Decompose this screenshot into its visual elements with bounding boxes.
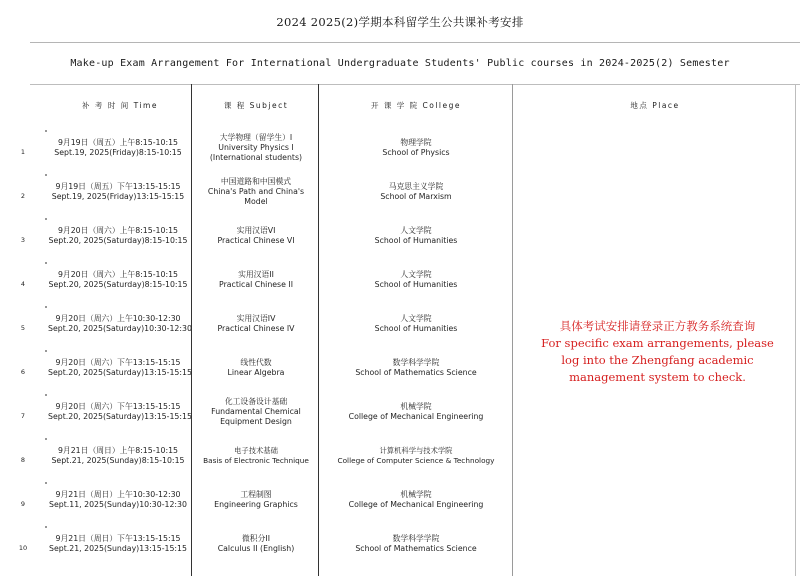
subject-line: University Physics I — [218, 143, 294, 152]
table-row — [0, 130, 515, 174]
college-cn: 物理学院 — [400, 138, 432, 147]
header-time: 补 考 时 间 Time — [82, 101, 158, 110]
subject-line: Equipment Design — [220, 417, 292, 426]
exam-time-en: Sept.20, 2025(Saturday)10:30-12:30 — [48, 324, 192, 333]
row-number: 4 — [20, 280, 26, 288]
subject-line: China's Path and China's — [207, 187, 305, 196]
college — [322, 226, 510, 246]
subject-line: 化工设备设计基础 — [224, 397, 288, 406]
subject — [196, 397, 316, 427]
header-place: 地点 Place — [630, 101, 680, 110]
row-number: 3 — [20, 236, 26, 244]
row-marker — [45, 130, 47, 132]
row-marker — [45, 218, 47, 220]
row-number: 2 — [20, 192, 26, 200]
row-number: 10 — [18, 544, 28, 552]
college-cn: 人文学院 — [400, 226, 432, 235]
subject-line: (International students) — [209, 153, 303, 162]
row-marker — [45, 174, 47, 176]
subject — [196, 358, 316, 378]
college-en: College of Mechanical Engineering — [348, 412, 484, 421]
exam-time — [48, 358, 192, 378]
college — [322, 138, 510, 158]
exam-time — [48, 314, 192, 334]
college-cn: 马克思主义学院 — [388, 182, 444, 191]
table-row — [0, 482, 515, 526]
exam-time — [48, 138, 188, 158]
place-note-line: 具体考试安排请登录正方教务系统查询 — [559, 319, 756, 333]
subject — [196, 177, 316, 207]
subject-line: 大学物理（留学生）I — [219, 133, 293, 142]
college-cn: 机械学院 — [400, 402, 432, 411]
college — [322, 534, 510, 554]
college — [322, 270, 510, 290]
exam-time-cn: 9月21日（周日）上午10:30-12:30 — [55, 490, 181, 499]
subject-line: 中国道路和中国模式 — [220, 177, 292, 186]
subject-line: Practical Chinese II — [219, 280, 293, 289]
exam-time-en: Sept.19, 2025(Friday)13:15-15:15 — [51, 192, 185, 201]
table-row — [0, 394, 515, 438]
college-cn: 人文学院 — [400, 314, 432, 323]
subject — [196, 446, 316, 466]
row-number: 8 — [20, 456, 26, 464]
table-row — [0, 306, 515, 350]
row-marker — [45, 482, 47, 484]
college-en: School of Humanities — [374, 280, 458, 289]
exam-time-en: Sept.21, 2025(Sunday)13:15-15:15 — [49, 544, 187, 553]
exam-time-en: Sept.20, 2025(Saturday)13:15-15:15 — [48, 368, 192, 377]
exam-time-en: Sept.21, 2025(Sunday)8:15-10:15 — [51, 456, 185, 465]
subject — [196, 133, 316, 163]
college-en: College of Mechanical Engineering — [348, 500, 484, 509]
exam-time — [48, 182, 188, 202]
college-en: School of Marxism — [380, 192, 452, 201]
place-note — [515, 318, 800, 386]
row-marker — [45, 394, 47, 396]
exam-time-cn: 9月20日（周六）下午13:15-15:15 — [55, 358, 181, 367]
subject — [196, 490, 316, 510]
exam-time — [48, 226, 188, 246]
row-marker — [45, 438, 47, 440]
subject-line: 实用汉语IV — [236, 314, 276, 323]
college-en: College of Computer Science & Technology — [337, 456, 495, 465]
table-row — [0, 174, 515, 218]
exam-time-en: Sept.19, 2025(Friday)8:15-10:15 — [54, 148, 182, 157]
subject — [196, 270, 316, 290]
exam-time — [48, 270, 188, 290]
college — [322, 490, 510, 510]
exam-time — [48, 402, 192, 422]
exam-time-cn: 9月20日（周六）下午13:15-15:15 — [55, 402, 181, 411]
subject-line: 电子技术基础 — [234, 446, 278, 455]
college — [322, 446, 510, 466]
header-subject: 课 程 Subject — [223, 101, 289, 110]
row-marker — [45, 350, 47, 352]
college-cn: 数学科学学院 — [392, 358, 440, 367]
exam-time-cn: 9月20日（周六）上午8:15-10:15 — [57, 270, 179, 279]
table-row — [0, 350, 515, 394]
exam-time — [48, 446, 188, 466]
exam-time-en: Sept.20, 2025(Saturday)8:15-10:15 — [48, 280, 188, 289]
subject-line: 实用汉语II — [238, 270, 274, 279]
subject — [196, 314, 316, 334]
subject-line: Fundamental Chemical — [211, 407, 301, 416]
page-title: 2024 2025(2)学期本科留学生公共课补考安排 — [276, 15, 524, 29]
row-number: 6 — [20, 368, 26, 376]
table-row — [0, 218, 515, 262]
college-en: School of Humanities — [374, 236, 458, 245]
row-number: 9 — [20, 500, 26, 508]
subject-line: 微积分II — [242, 534, 270, 543]
subject-line: 线性代数 — [240, 358, 272, 367]
college-en: School of Mathematics Science — [355, 544, 477, 553]
subject — [196, 534, 316, 554]
exam-time-cn: 9月19日（周五）上午8:15-10:15 — [57, 138, 179, 147]
exam-time-cn: 9月19日（周五）下午13:15-15:15 — [55, 182, 181, 191]
college-cn: 数学科学学院 — [392, 534, 440, 543]
exam-time-en: Sept.20, 2025(Saturday)8:15-10:15 — [48, 236, 188, 245]
grid-top-line — [30, 84, 800, 85]
exam-time-en: Sept.11, 2025(Sunday)10:30-12:30 — [49, 500, 187, 509]
exam-time-cn: 9月21日（周日）下午13:15-15:15 — [55, 534, 181, 543]
exam-time-cn: 9月21日（周日）上午8:15-10:15 — [57, 446, 179, 455]
subject-line: Linear Algebra — [227, 368, 285, 377]
subject-line: Engineering Graphics — [214, 500, 298, 509]
college — [322, 402, 510, 422]
row-number: 5 — [20, 324, 26, 332]
subject-line: Practical Chinese VI — [217, 236, 295, 245]
row-marker — [45, 262, 47, 264]
row-number: 7 — [20, 412, 26, 420]
table-row — [0, 438, 515, 482]
exam-time — [48, 534, 188, 554]
exam-time-cn: 9月20日（周六）上午10:30-12:30 — [55, 314, 181, 323]
title-divider — [30, 42, 800, 43]
college-en: School of Mathematics Science — [355, 368, 477, 377]
exam-time-cn: 9月20日（周六）上午8:15-10:15 — [57, 226, 179, 235]
table-row — [0, 262, 515, 306]
row-number: 1 — [20, 148, 26, 156]
subject-line: Basis of Electronic Technique — [203, 456, 309, 465]
place-note-line: management system to check. — [569, 370, 746, 384]
subject-line: 实用汉语VI — [236, 226, 276, 235]
subject-line: Practical Chinese IV — [217, 324, 295, 333]
place-note-line: log into the Zhengfang academic — [561, 353, 754, 367]
college-en: School of Humanities — [374, 324, 458, 333]
exam-time — [48, 490, 188, 510]
college-cn: 机械学院 — [400, 490, 432, 499]
row-marker — [45, 526, 47, 528]
row-marker — [45, 306, 47, 308]
exam-time-en: Sept.20, 2025(Saturday)13:15-15:15 — [48, 412, 192, 421]
subject-line: Calculus II (English) — [217, 544, 295, 553]
place-note-line: For specific exam arrangements, please — [541, 336, 774, 350]
college-cn: 人文学院 — [400, 270, 432, 279]
header-college: 开 课 学 院 College — [370, 101, 462, 110]
college — [322, 358, 510, 378]
table-row — [0, 526, 515, 570]
page-subtitle: Make-up Exam Arrangement For International Undergraduate Students' Public courses in 2024-2025(2) Semester — [70, 58, 730, 69]
college — [322, 314, 510, 334]
subject-line: Model — [244, 197, 268, 206]
college-cn: 计算机科学与技术学院 — [379, 446, 453, 455]
subject — [196, 226, 316, 246]
subject-line: 工程制图 — [240, 490, 272, 499]
college-en: School of Physics — [382, 148, 450, 157]
college — [322, 182, 510, 202]
